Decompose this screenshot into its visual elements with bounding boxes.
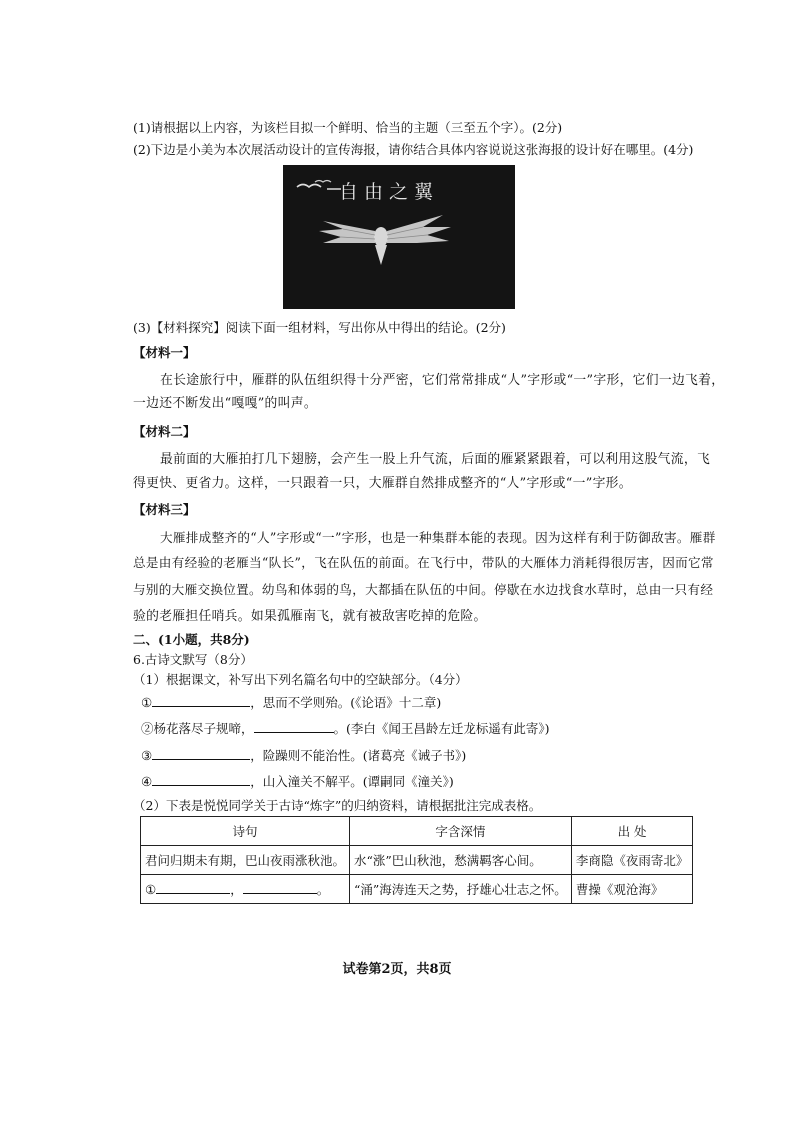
fill-number: ② [141,721,154,736]
material-3-heading: 【材料三】 [133,502,196,517]
fill-item-2 [141,720,550,737]
material-2-line: 最前面的大雁拍打几下翅膀，会产生一股上升气流，后面的雁紧紧跟着，可以利用这股气流，飞 [160,452,711,467]
fill-number: ④ [141,774,153,789]
material-1-heading: 【材料一】 [133,345,196,360]
material-1-line: 在长途旅行中，雁群的队伍组织得十分严密，它们常常排成“人”字形或“一”字形，它们一边飞着， [160,373,725,388]
fill-item-4 [141,773,454,790]
material-2-line: 得更快、更省力。这样，一只跟着一只，大雁群自然排成整齐的“人”字形或“一”字形。 [133,476,632,491]
table-cell: 曹操《观沧海》 [571,875,693,904]
material-3-line: 总是由有经验的老雁当“队长”，飞在队伍的前面。在飞行中，带队的大雁体力消耗得很厉害，因而它常 [133,555,714,570]
fill-text: ，山入潼关不解平。(谭嗣同《潼关》) [250,774,454,789]
material-3-line: 大雁排成整齐的“人”字形或“一”字形，也是一种集群本能的表现。因为这样有利于防御敌害。雁群 [160,530,716,545]
poetry-table [140,816,693,904]
table-header-row [141,817,693,846]
section-2-heading: 二、(1小题，共8分) [133,632,250,647]
answer-blank[interactable] [152,694,250,707]
fill-item-1 [141,694,441,711]
page-footer: 试卷第2页，共8页 [342,962,452,977]
question-2: (2)下边是小美为本次展活动设计的宣传海报，请你结合具体内容说说这张海报的设计好在哪里。(4分) [133,142,694,157]
question-3: (3)【材料探究】阅读下面一组材料，写出你从中得出的结论。(2分) [133,320,506,335]
fill-text: 。(李白《闻王昌龄左迁龙标遥有此寄》) [333,721,550,736]
material-3-line: 与别的大雁交换位置。幼鸟和体弱的鸟，大都插在队伍的中间。停歇在水边找食水草时，总由一只有经 [133,582,714,597]
table-header: 诗句 [141,817,350,846]
table-cell: 李商隐《夜雨寄北》 [571,846,693,875]
answer-blank[interactable] [156,881,230,894]
table-cell-fill: ① ， 。 [141,875,350,904]
table-cell: 君问归期未有期，巴山夜雨涨秋池。 [141,846,350,875]
table-row [141,875,693,904]
material-3-line: 验的老雁担任哨兵。如果孤雁南飞，就有被敌害吃掉的危险。 [133,609,487,624]
answer-blank[interactable] [152,747,250,760]
table-cell: “涌”海涛连天之势，抒雄心壮志之怀。 [350,875,572,904]
question-6-title: 6.古诗文默写（8分） [133,652,253,667]
fill-number: ① [141,695,153,710]
poster-title: 自由之翼 [339,181,440,203]
fill-item-3 [141,747,466,764]
fill-text: 杨花落尽子规啼， [153,721,254,736]
answer-blank[interactable] [254,720,334,733]
material-1-line: 一边还不断发出“嘎嘎”的叫声。 [133,396,317,411]
answer-blank[interactable] [243,881,317,894]
poster-image [283,165,515,309]
answer-blank[interactable] [152,773,250,786]
fill-text: ，思而不学则殆。(《论语》十二章) [250,695,442,710]
question-1: (1)请根据以上内容，为该栏目拟一个鲜明、恰当的主题（三至五个字）。(2分) [133,120,563,135]
table-cell: 水“涨”巴山秋池，愁满羁客心间。 [350,846,572,875]
question-6-2: （2）下表是悦悦同学关于古诗“炼字”的归纳资料，请根据批注完成表格。 [133,798,542,813]
table-row [141,846,693,875]
fill-text: ，险躁则不能治性。(诸葛亮《诫子书》) [250,748,467,763]
question-6-1: （1）根据课文，补写出下列名篇名句中的空缺部分。（4分） [133,672,468,687]
fill-number: ① [145,882,157,897]
table-header: 出 处 [571,817,693,846]
material-2-heading: 【材料二】 [133,424,196,439]
table-header: 字含深情 [350,817,572,846]
fill-number: ③ [141,748,153,763]
